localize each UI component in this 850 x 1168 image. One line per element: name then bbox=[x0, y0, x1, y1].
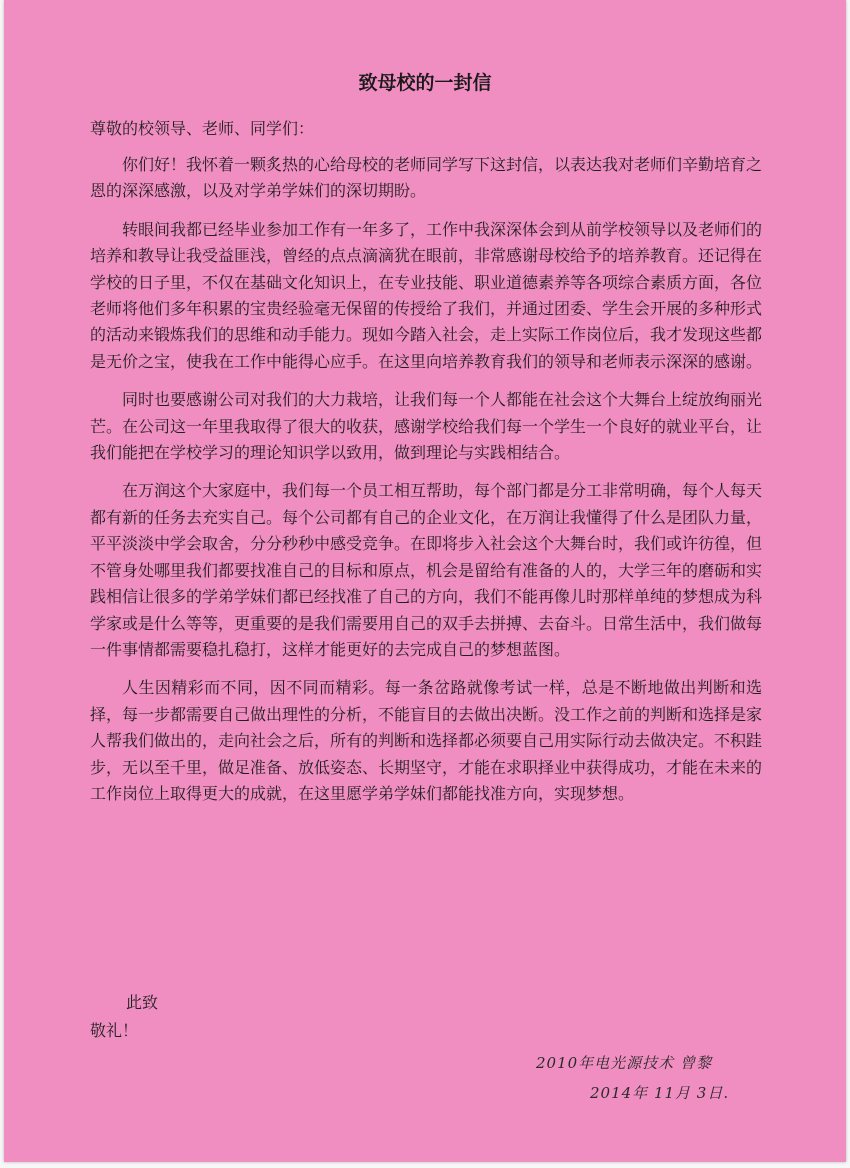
handwritten-signature-line: 2010年电光源技术 曾黎 bbox=[536, 1054, 712, 1072]
closing-jingli: 敬礼！ bbox=[90, 1021, 139, 1040]
letter-sheet bbox=[4, 0, 846, 1162]
paragraph-4: 在万润这个大家庭中，我们每一个员工相互帮助，每个部门都是分工非常明确，每个人每天都有新的任务去充实自己。每个公司都有自己的企业文化，在万润让我懂得了什么是团队力量，平平淡淡中学会取舍，分分秒秒中感受竞争。在即将步入社会这个大舞台时，我们或许彷徨，但不管身处哪里我们都要找准自己的目标和原点，机会是留给有准备的人的，大学三年的磨砺和实践相信让很多的学弟学妹们都已经找准了自己的方向，我们不能再像儿时那样单纯的梦想成为科学家或是什么等等，更重要的是我们需要用自己的双手去拼搏、去奋斗。日常生活中，我们做每一件事情都需要稳扎稳打，这样才能更好的去完成自己的梦想蓝图。 bbox=[90, 481, 763, 659]
paragraph-1: 你们好！我怀着一颗炙热的心给母校的老师同学写下这封信，以表达我对老师们辛勤培育之恩的深深感激，以及对学弟学妹们的深切期盼。 bbox=[90, 155, 763, 201]
paragraph-5: 人生因精彩而不同，因不同而精彩。每一条岔路就像考试一样，总是不断地做出判断和选择，每一步都需要自己做出理性的分析，不能盲目的去做出决断。没工作之前的判断和选择是家人帮我们做出的，走向社会之后，所有的判断和选择都必须要自己用实际行动去做决定。不积跬步，无以至千里，做足准备、放低姿态、长期坚守，才能在求职择业中获得成功，才能在未来的工作岗位上取得更大的成就，在这里愿学弟学妹们都能找准方向，实现梦想。 bbox=[90, 678, 763, 803]
letter-body bbox=[90, 152, 762, 819]
handwritten-date-line: 2014年 11月 3日. bbox=[590, 1084, 730, 1102]
paragraph-3: 同时也要感谢公司对我们的大力栽培，让我们每一个人都能在社会这个大舞台上绽放绚丽光芒。在公司这一年里我取得了很大的收获，感谢学校给我们每一个学生一个良好的就业平台，让我们能把在学校学习的理论知识学以致用，做到理论与实践相结合。 bbox=[90, 390, 763, 463]
paragraph-2: 转眼间我都已经毕业参加工作有一年多了，工作中我深深体会到从前学校领导以及老师们的培养和教导让我受益匪浅，曾经的点点滴滴犹在眼前，非常感谢母校给予的培养教育。还记得在学校的日子里，不仅在基础文化知识上，在专业技能、职业道德素养等各项综合素质方面，各位老师将他们多年积累的宝贵经验毫无保留的传授给了我们，并通过团委、学生会开展的多种形式的活动来锻炼我们的思维和动手能力。现如今踏入社会，走上实际工作岗位后，我才发现这些都是无价之宝，使我在工作中能得心应手。在这里向培养教育我们的领导和老师表示深深的感谢。 bbox=[90, 219, 763, 371]
letter-title: 致母校的一封信 bbox=[358, 72, 492, 94]
closing-cizhi: 此致 bbox=[126, 993, 159, 1012]
salutation: 尊敬的校领导、老师、同学们： bbox=[90, 119, 315, 138]
